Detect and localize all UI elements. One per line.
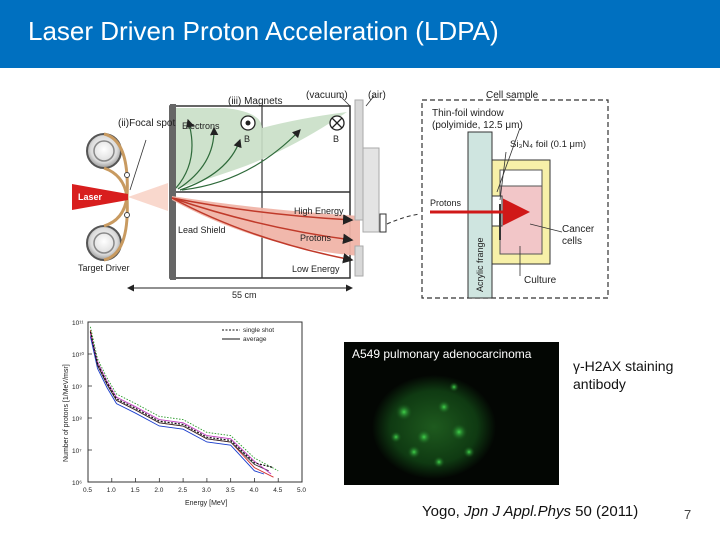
x-tick-label: 1.0 [106, 487, 116, 494]
cell-fluorescence [344, 342, 559, 485]
stain-label: γ-H2AX staining antibody [573, 358, 674, 392]
acrylic-label: Acrylic frange [475, 237, 485, 292]
y-tick-label: 10⁷ [72, 448, 82, 455]
culture-label: Culture [524, 275, 557, 286]
chart-ylabel: Number of protons [1/MeV/msr] [63, 364, 70, 462]
x-tick-label: 2.5 [178, 487, 188, 494]
cancer-label-2: cells [562, 236, 583, 247]
protons-label: Protons [300, 233, 332, 243]
y-tick-label: 10⁸ [72, 416, 82, 423]
low-energy-label: Low Energy [292, 264, 340, 274]
b-label-2: B [333, 134, 340, 144]
citation-volume: 50 (2011) [571, 503, 639, 520]
inset-protons-label: Protons [430, 198, 462, 208]
electrons-label: Electrons [182, 121, 220, 131]
magnets-label: (iii) Magnets [228, 96, 283, 107]
b-label-1: B [244, 134, 251, 144]
high-energy-label: High Energy [294, 206, 344, 216]
y-tick-label: 10¹¹ [72, 320, 84, 327]
citation-journal: Jpn J Appl.Phys [464, 503, 571, 520]
focal-spot-text: (ii)Focal spot [118, 118, 176, 129]
x-tick-label: 0.5 [83, 487, 93, 494]
microscopy-image [344, 342, 559, 485]
legend-label: single shot [243, 327, 275, 334]
page-number: 7 [684, 507, 692, 522]
foil-label: Si₃N₄ foil (0.1 μm) [510, 139, 587, 150]
cancer-label-1: Cancer [562, 224, 595, 235]
laser-label: Laser [78, 192, 103, 202]
slide-title: Laser Driven Proton Acceleration (LDPA) [28, 16, 499, 46]
x-tick-label: 1.5 [130, 487, 140, 494]
target-driver-label: Target Driver [78, 263, 130, 273]
foci-spot [395, 403, 413, 421]
citation [422, 503, 638, 520]
x-tick-label: 3.5 [225, 487, 235, 494]
y-tick-label: 10¹⁰ [72, 352, 85, 359]
air-label: (air) [368, 90, 386, 101]
x-tick-label: 4.0 [249, 487, 259, 494]
cell-sample-label: Cell sample [486, 90, 539, 101]
chart-xlabel: Energy [MeV] [185, 500, 228, 507]
vacuum-label: (vacuum) [306, 90, 348, 101]
cell-line-label: A549 pulmonary adenocarcinoma [352, 347, 532, 361]
distance-label: 55 cm [232, 290, 257, 300]
x-tick-label: 5.0 [297, 487, 307, 494]
x-tick-label: 2.0 [154, 487, 164, 494]
y-tick-label: 10⁹ [72, 384, 83, 391]
x-tick-label: 3.0 [201, 487, 211, 494]
window-label-2: (polyimide, 12.5 μm) [432, 120, 523, 131]
y-tick-label: 10⁶ [72, 480, 82, 487]
x-tick-label: 4.5 [273, 487, 283, 494]
window-label-1: Thin-foil window [432, 108, 504, 119]
legend-label: average [243, 336, 267, 343]
lead-shield-label: Lead Shield [178, 225, 226, 235]
citation-author: Yogo, [422, 503, 464, 520]
